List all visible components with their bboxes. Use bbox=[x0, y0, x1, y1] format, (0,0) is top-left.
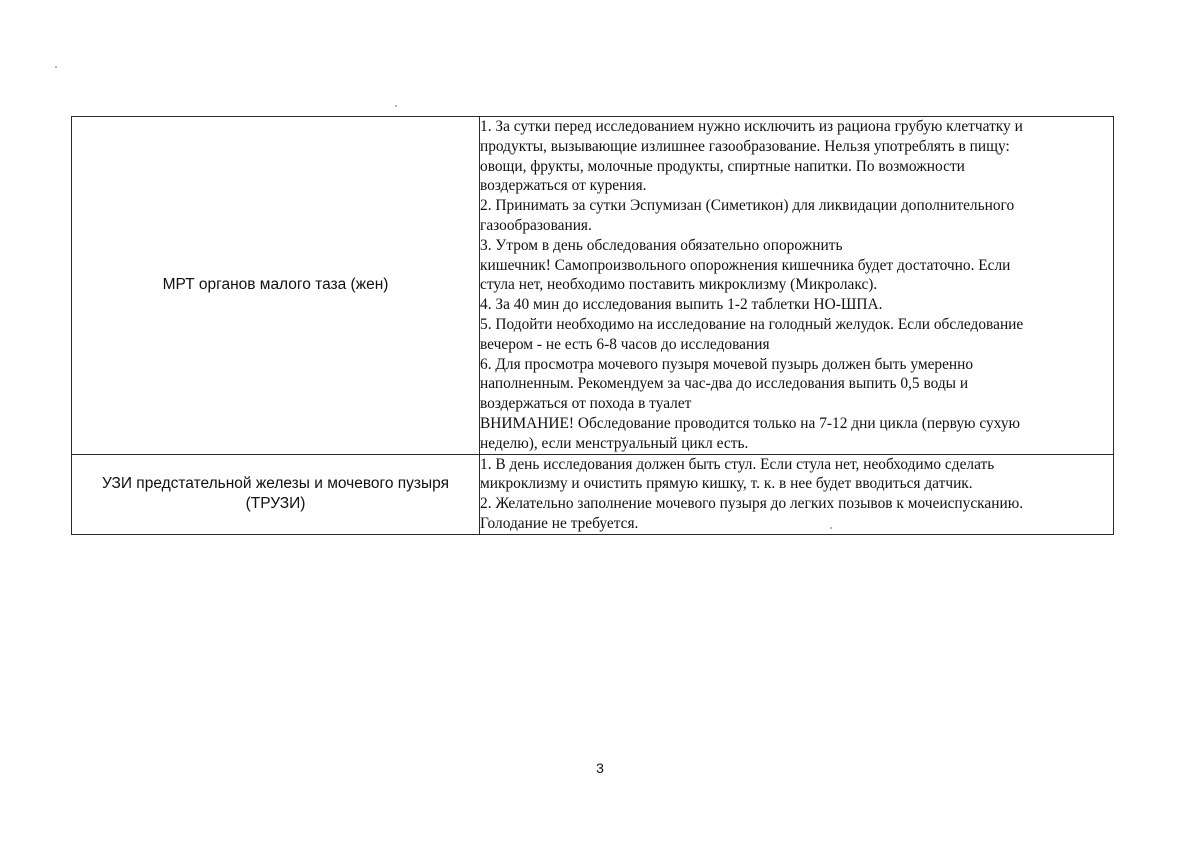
instruction-line: 2. Желательно заполнение мочевого пузыря до легких позывов к мочеиспусканию. bbox=[480, 495, 1024, 513]
instruction-line: овощи, фрукты, молочные продукты, спиртные напитки. По возможности bbox=[480, 157, 965, 175]
procedure-name: МРТ органов малого таза (жен) bbox=[162, 276, 389, 294]
scan-speck bbox=[55, 66, 57, 68]
scan-speck bbox=[395, 105, 397, 107]
instruction-line: 1. За сутки перед исследованием нужно исключить из рациона грубую клетчатку и bbox=[480, 118, 1023, 135]
instruction-line: ВНИМАНИЕ! Обследование проводится только на 7-12 дни цикла (первую сухую bbox=[480, 414, 1021, 432]
instruction-line: 5. Подойти необходимо на исследование на голодный желудок. Если обследование bbox=[480, 315, 1024, 333]
instruction-line: стула нет, необходимо поставить микроклизму (Микролакс). bbox=[480, 276, 878, 294]
instruction-line: кишечник! Самопроизвольного опорожнения кишечника будет достаточно. Если bbox=[480, 256, 1011, 274]
procedure-name-cell bbox=[72, 117, 480, 455]
instruction-line: 3. Утром в день обследования обязательно опорожнить bbox=[480, 236, 843, 254]
preparation-table bbox=[71, 116, 1114, 535]
page-number: 3 bbox=[596, 760, 604, 776]
preparation-instructions-cell bbox=[480, 454, 1114, 534]
instruction-line: газообразования. bbox=[480, 216, 592, 234]
instruction-line: воздержаться от курения. bbox=[480, 177, 647, 195]
instruction-line: вечером - не есть 6-8 часов до исследования bbox=[480, 335, 770, 353]
instruction-line: 2. Принимать за сутки Эспумизан (Симетикон) для ликвидации дополнительного bbox=[480, 197, 1015, 215]
instruction-line: продукты, вызывающие излишнее газообразование. Нельзя употреблять в пищу: bbox=[480, 137, 1010, 155]
table-row bbox=[72, 117, 1114, 455]
instruction-line: 6. Для просмотра мочевого пузыря мочевой пузырь должен быть умеренно bbox=[480, 355, 974, 373]
instruction-line: воздержаться от похода в туалет bbox=[480, 395, 692, 413]
procedure-name-cell bbox=[72, 454, 480, 534]
instruction-line: наполненным. Рекомендуем за час-два до исследования выпить 0,5 воды и bbox=[480, 375, 969, 393]
instruction-line: 4. За 40 мин до исследования выпить 1-2 таблетки НО-ШПА. bbox=[480, 296, 883, 314]
instruction-line: 1. В день исследования должен быть стул. Если стула нет, необходимо сделать bbox=[480, 455, 995, 473]
preparation-instructions-cell bbox=[480, 117, 1114, 455]
scan-speck bbox=[830, 527, 832, 529]
instruction-line: микроклизму и очистить прямую кишку, т. к. в нее будет вводиться датчик. bbox=[480, 475, 973, 493]
table-row bbox=[72, 454, 1114, 534]
procedure-name-line: (ТРУЗИ) bbox=[245, 495, 306, 513]
procedure-name-line: УЗИ предстательной железы и мочевого пузыря bbox=[101, 475, 449, 493]
instruction-line: Голодание не требуется. bbox=[480, 514, 639, 532]
instruction-line: неделю), если менструальный цикл есть. bbox=[480, 434, 749, 452]
